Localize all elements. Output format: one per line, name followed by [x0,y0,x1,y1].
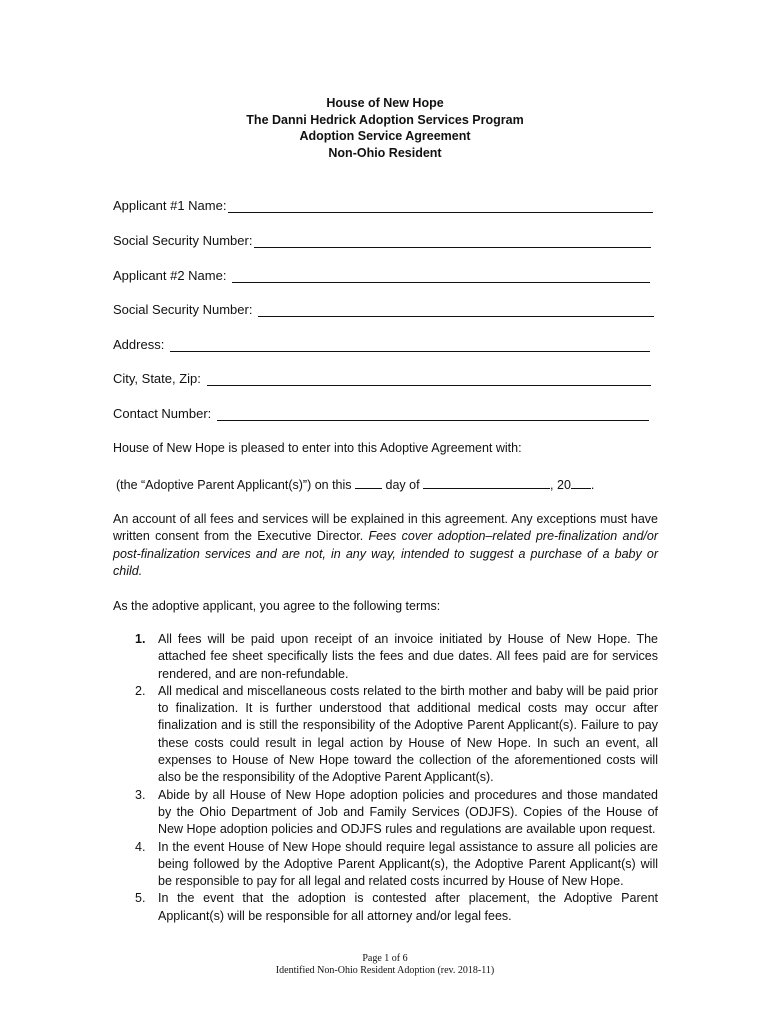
field-label: Applicant #1 Name: [113,198,227,213]
fees-account-text: An account of all fees and services will be explained in this agreement. Any exceptions must have written consent from the Executive Director. [113,512,658,544]
term-text: In the event that the adoption is contested after placement, the Adoptive Parent Applicant(s) will be responsible for all attorney and/or legal fees. [158,891,658,923]
term-text: In the event House of New Hope should require legal assistance to assure all policies are being followed by the Adoptive Parent Applicant(s), the Adoptive Parent Applicant(s) will be responsible to pay for all legal and related costs incurred by House of New Hope. [158,839,658,889]
applicant2-ssn-field[interactable] [113,302,654,317]
field-label: Address: [113,337,165,352]
applicant1-ssn-field[interactable] [113,233,651,248]
residency-type: Non-Ohio Resident [328,145,442,160]
terms-intro: As the adoptive applicant, you agree to the following terms: [113,599,441,613]
field-label: City, State, Zip: [113,371,201,386]
term-item [113,683,658,787]
address-field[interactable] [113,337,650,352]
page-footer [0,953,770,977]
field-label: Applicant #2 Name: [113,268,227,283]
date-line-text: , 20 [550,478,571,492]
field-label: Contact Number: [113,406,212,421]
term-text: All fees will be paid upon receipt of an invoice initiated by House of New Hope. The attached fee sheet specifically lists the fees and due dates. All fees paid are for services rendered, and are non-refundable. [158,632,658,681]
applicant1-name-input[interactable] [228,198,653,213]
city-state-zip-field[interactable] [113,371,651,386]
applicant1-name-field[interactable] [113,198,653,213]
page-number: Page 1 of 6 [362,953,408,964]
applicant1-ssn-input[interactable] [254,233,651,248]
date-line-text: day of [385,478,420,492]
term-number: 2. [135,683,146,698]
contact-number-input[interactable] [217,406,649,421]
contact-number-field[interactable] [113,406,649,421]
city-state-zip-input[interactable] [207,371,651,386]
term-item [113,890,658,925]
day-blank[interactable] [355,476,382,489]
intro-statement: House of New Hope is pleased to enter into this Adoptive Agreement with: [113,441,522,455]
applicant2-ssn-input[interactable] [258,302,654,317]
agreement-date-line [116,476,661,494]
agreement-title: Adoption Service Agreement [299,129,471,143]
term-item [113,839,658,891]
date-line-text: (the “Adoptive Parent Applicant(s)”) on this [116,478,352,492]
address-input[interactable] [170,337,650,352]
document-revision: Identified Non-Ohio Resident Adoption (rev. 2018-11) [275,965,495,976]
term-text: Abide by all House of New Hope adoption policies and procedures and those mandated by the Ohio Department of Job and Family Services (ODJFS). Copies of the House of New Hope adoption policies and ODJFS rules and regulations are available upon request. [158,787,658,837]
terms-list [113,631,658,925]
term-number: 3. [135,787,146,802]
year-blank[interactable] [571,476,591,489]
term-number: 5. [135,891,146,906]
program-name: The Danni Hedrick Adoption Services Program [246,112,524,127]
term-item [113,631,658,683]
fees-account-paragraph [113,511,658,580]
date-line-text: . [590,478,595,492]
applicant2-name-input[interactable] [232,268,650,283]
applicant2-name-field[interactable] [113,268,650,283]
field-label: Social Security Number: [113,233,253,248]
field-label: Social Security Number: [113,302,253,317]
fees-disclaimer: Fees cover adoption–related pre-finalization and/or post-finalization services and are not, in any way, intended to suggest a purchase of a baby or child. [113,529,658,578]
term-text: All medical and miscellaneous costs related to the birth mother and baby will be paid prior to finalization. It is further understood that additional medical costs may occur after finalization and is still the responsibility of the Adoptive Parent Applicant(s). Failure to pay these costs could result in legal action by House of New Hope. In such an event, all expenses to House of New Hope toward the collection of the aforementioned costs will also be the responsibility of the Adoptive Parent Applicant(s). [158,683,658,785]
document-header [0,95,770,161]
org-name: House of New Hope [326,96,444,110]
term-item [113,787,658,839]
month-blank[interactable] [423,476,550,489]
term-number: 4. [135,839,146,854]
term-number: 1. [135,632,146,646]
